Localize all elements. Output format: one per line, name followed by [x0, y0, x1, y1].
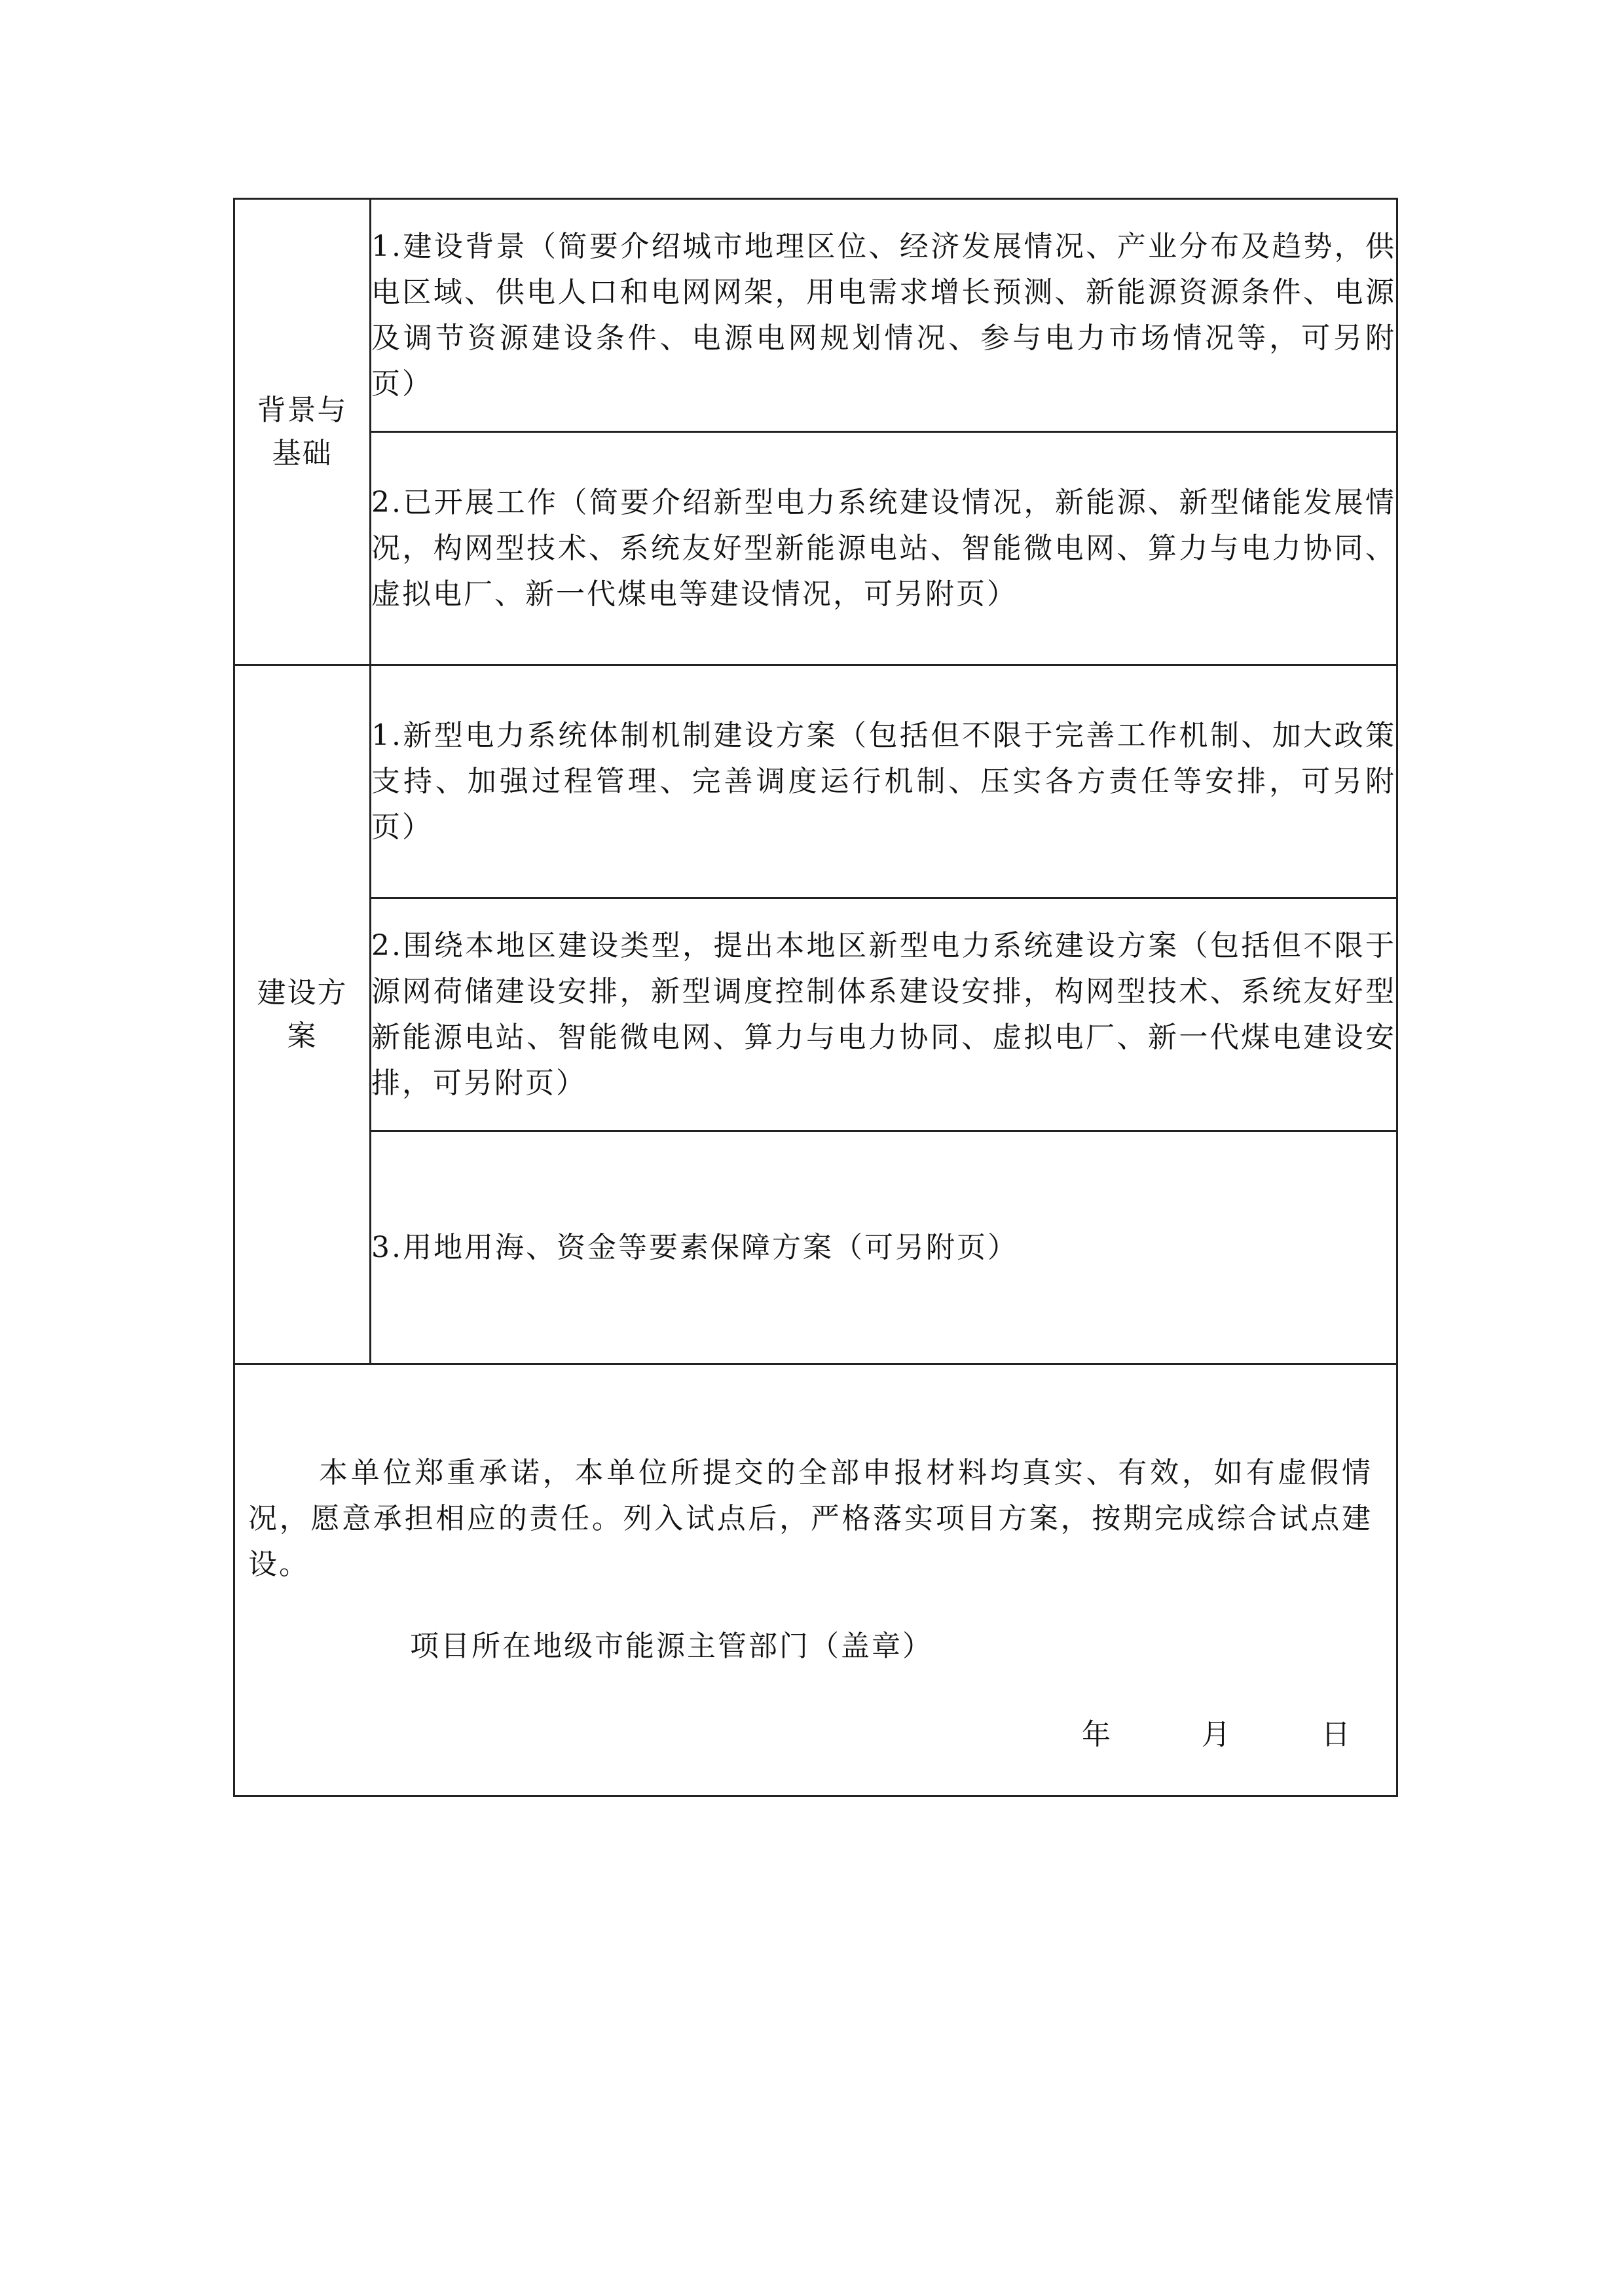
section-label-line: 建设方	[257, 975, 348, 1010]
background-item-2: 2.已开展工作（简要介绍新型电力系统建设情况，新能源、新型储能发展情况，构网型技术、系统友好型新能源电站、智能微电网、算力与电力协同、虚拟电厂、新一代煤电等建设情况，可另附页）	[371, 432, 1397, 665]
plan-item-3: 3.用地用海、资金等要素保障方案（可另附页）	[371, 1131, 1397, 1364]
table-row	[234, 898, 1397, 1131]
signature-label: 项目所在地级市能源主管部门（盖章）	[410, 1630, 933, 1663]
table-row	[234, 1131, 1397, 1364]
section-label-line: 背景与	[257, 393, 348, 427]
table-row	[234, 199, 1397, 432]
section-label-line: 基础	[272, 436, 333, 470]
section-label-plan	[234, 665, 371, 1364]
application-form-table	[233, 198, 1398, 1797]
section-label-line: 案	[287, 1019, 318, 1053]
plan-item-1: 1.新型电力系统体制机制建设方案（包括但不限于完善工作机制、加大政策支持、加强过程管理、完善调度运行机制、压实各方责任等安排，可另附页）	[371, 665, 1397, 898]
pledge-text: 本单位郑重承诺，本单位所提交的全部申报材料均真实、有效，如有虚假情况，愿意承担相应的责任。列入试点后，严格落实项目方案，按期完成综合试点建设。	[248, 1456, 1373, 1581]
background-item-1: 1.建设背景（简要介绍城市地理区位、经济发展情况、产业分布及趋势，供电区域、供电人口和电网网架，用电需求增长预测、新能源资源条件、电源及调节资源建设条件、电源电网规划情况、参与电力市场情况等，可另附页）	[371, 199, 1397, 432]
plan-item-2: 2.围绕本地区建设类型，提出本地区新型电力系统建设方案（包括但不限于源网荷储建设安排，新型调度控制体系建设安排，构网型技术、系统友好型新能源电站、智能微电网、算力与电力协同、虚拟电厂、新一代煤电建设安排，可另附页）	[371, 898, 1397, 1131]
table-row	[234, 432, 1397, 665]
section-label-background	[234, 199, 371, 665]
table-row	[234, 665, 1397, 898]
date-line: 年 月 日	[1082, 1718, 1352, 1751]
